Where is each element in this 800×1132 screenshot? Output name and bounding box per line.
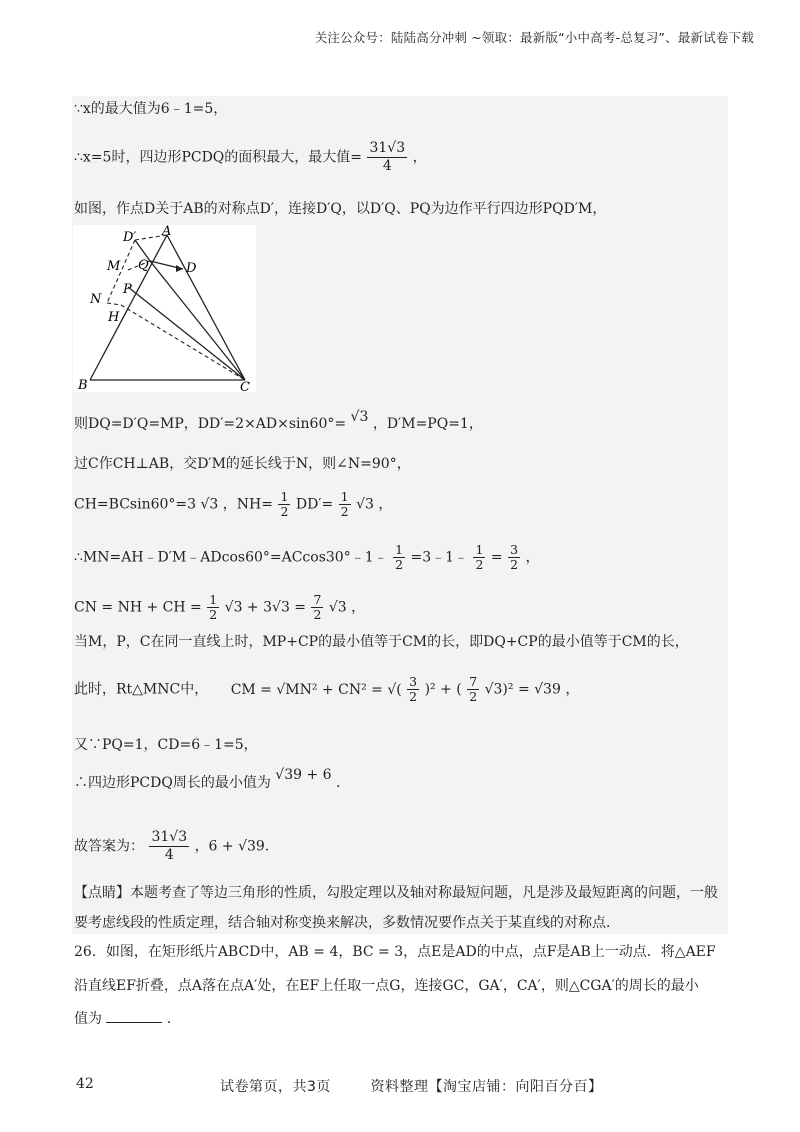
line-10-part-a: 此时，Rt△MNC中， — [74, 681, 209, 698]
solution-line-2 — [74, 140, 427, 175]
half-fraction — [278, 490, 290, 519]
fraction-numerator: 1 — [280, 489, 289, 504]
line-6-part-a: CH=BCsin60°=3 — [74, 496, 197, 513]
max-area-fraction — [367, 140, 407, 175]
fraction-numerator: 31√3 — [369, 140, 406, 156]
line-7-part-b: =3﹣1﹣ — [410, 549, 469, 566]
comment-line-2: 要考虑线段的性质定理，结合轴对称变换来解决，多数情况要作点关于某直线的对称点． — [74, 915, 620, 931]
fraction-denominator: 4 — [164, 847, 174, 863]
line-10-part-c: )² + ( — [424, 681, 462, 698]
arrow-head — [176, 265, 183, 272]
line-10-part-d: √3)² = √39 — [484, 681, 561, 698]
label-B: B — [78, 378, 88, 392]
three-half-fraction — [508, 543, 520, 572]
label-Q: Q — [138, 258, 149, 273]
fraction-numerator: 1 — [395, 542, 404, 557]
seven-half-fraction — [467, 675, 479, 704]
solution-line-6 — [74, 490, 392, 519]
label-D: D — [186, 261, 197, 276]
fraction-numerator: 3 — [409, 674, 418, 689]
comment-line-1: 【点睛】本题考查了等边三角形的性质，勾股定理以及轴对称最短问题，凡是涉及最短距离的问题，一般 — [74, 885, 718, 901]
line-6-part-b: √3 — [200, 496, 219, 513]
label-A: A — [162, 225, 172, 239]
sqrt-three: √3 — [350, 409, 369, 425]
solution-line-3: 如图，作点D关于AB的对称点D′，连接D′Q，以D′Q、PQ为边作平行四边形PQD′M， — [74, 201, 607, 217]
line-7-part-a: ∴MN=AH﹣D′M﹣ADcos60°=ACcos30°﹣1﹣ — [74, 549, 388, 566]
fraction-denominator: 2 — [313, 607, 322, 622]
three-half-fraction — [407, 675, 419, 704]
label-C: C — [240, 380, 250, 392]
segment-HC — [121, 305, 245, 380]
page-header: 关注公众号：陆陆高分冲刺 ~领取：最新版“小中高考-总复习”、最新试卷下载 — [314, 30, 754, 45]
segment-MC — [128, 287, 245, 380]
line-7-part-d: ， — [525, 549, 540, 566]
fraction-denominator: 2 — [209, 607, 218, 622]
fraction-numerator: 7 — [469, 674, 478, 689]
segment-BA — [90, 235, 167, 380]
solution-line-8 — [74, 593, 365, 622]
answer-blank[interactable] — [106, 1008, 162, 1023]
fraction-denominator: 4 — [382, 158, 392, 174]
line-8-part-a: CN = NH + CH = — [74, 599, 202, 616]
problem-26-line-3 — [74, 1008, 181, 1029]
line-8-part-c: √3 — [328, 599, 347, 616]
geometry-figure — [73, 225, 256, 392]
footer-text: 试卷第页，共3页 资料整理【淘宝店铺：向阳百分百】 — [220, 1079, 603, 1095]
line-2-suffix: ， — [412, 149, 427, 166]
fraction-denominator: 2 — [280, 504, 289, 519]
solution-line-13 — [74, 829, 279, 864]
solution-line-5: 过C作CH⊥AB，交D′M的延长线于N，则∠N=90°， — [74, 456, 411, 472]
half-fraction — [393, 543, 405, 572]
half-fraction — [473, 543, 485, 572]
line-8-part-d: ， — [351, 599, 366, 616]
problem-26-line-2: 沿直线EF折叠，点A落在点A′处，在EF上任取一点G，连接GC，GA′，CA′，则△CGA′的周长的最小 — [74, 978, 699, 994]
solution-line-4 — [74, 409, 483, 434]
fraction-denominator: 2 — [395, 557, 404, 572]
line-6-part-f: ， — [378, 496, 393, 513]
problem-26-line-1: 26．如图，在矩形纸片ABCD中，AB = 4，BC = 3，点E是AD的中点，点F是AB上一动点．将△AEF — [74, 944, 716, 960]
problem-26-end: ． — [166, 1011, 181, 1027]
line-6-part-d: DD′= — [295, 496, 334, 513]
line-2-prefix: ∴x=5时，四边形PCDQ的面积最大，最大值= — [74, 149, 363, 166]
line-8-part-b: √3 + 3√3 = — [224, 599, 307, 616]
label-N: N — [90, 292, 102, 307]
fraction-numerator: 31√3 — [151, 829, 188, 845]
half-fraction — [207, 593, 219, 622]
fraction-numerator: 1 — [209, 592, 218, 607]
solution-line-7 — [74, 543, 539, 572]
line-10-part-e: ， — [565, 681, 580, 698]
fraction-denominator: 2 — [510, 557, 519, 572]
page-number: 42 — [76, 1076, 94, 1092]
line-13-part-a: 故答案为： — [74, 838, 144, 855]
line-4-prefix: 则DQ=D′Q=MP，DD′=2×AD×sin60°= — [74, 416, 347, 432]
answer-fraction — [149, 829, 189, 864]
fraction-numerator: 1 — [475, 542, 484, 557]
line-4-suffix: ，D′M=PQ=1， — [372, 416, 483, 432]
line-6-part-e: √3 — [356, 496, 374, 513]
solution-line-12 — [74, 767, 351, 793]
line-7-part-c: = — [490, 549, 503, 566]
solution-line-1: ∵x的最大值为6﹣1=5， — [74, 101, 228, 117]
problem-26-prompt: 值为 — [74, 1011, 102, 1027]
segment-NH — [107, 303, 121, 305]
fraction-numerator: 7 — [313, 592, 322, 607]
fraction-denominator: 2 — [469, 689, 478, 704]
solution-line-10 — [74, 675, 579, 704]
solution-line-9: 当M，P，C在同一直线上时，MP+CP的最小值等于CM的长，即DQ+CP的最小值等于CM的长， — [74, 634, 689, 650]
line-12-part-b: √39 + 6 — [275, 767, 332, 783]
segment-AC — [167, 235, 245, 380]
fraction-denominator: 2 — [340, 504, 349, 519]
line-13-part-b: ，6 + √39． — [194, 838, 279, 855]
fraction-denominator: 2 — [475, 557, 484, 572]
fraction-numerator: 3 — [510, 542, 519, 557]
line-10-part-b: CM = √MN² + CN² = √( — [230, 681, 402, 698]
seven-half-fraction — [311, 593, 323, 622]
label-H: H — [108, 310, 120, 325]
line-6-part-c: ，NH= — [222, 496, 273, 513]
fraction-denominator: 2 — [409, 689, 418, 704]
label-D-prime: D′ — [123, 230, 137, 245]
fraction-numerator: 1 — [340, 489, 349, 504]
solution-line-11: 又∵PQ=1，CD=6﹣1=5， — [74, 737, 258, 753]
segment-QC — [150, 261, 245, 380]
line-12-part-a: ∴四边形PCDQ周长的最小值为 — [74, 775, 271, 791]
line-12-part-c: ． — [336, 775, 351, 791]
label-P: P — [123, 282, 132, 297]
half-fraction — [339, 490, 351, 519]
label-M: M — [107, 259, 121, 274]
